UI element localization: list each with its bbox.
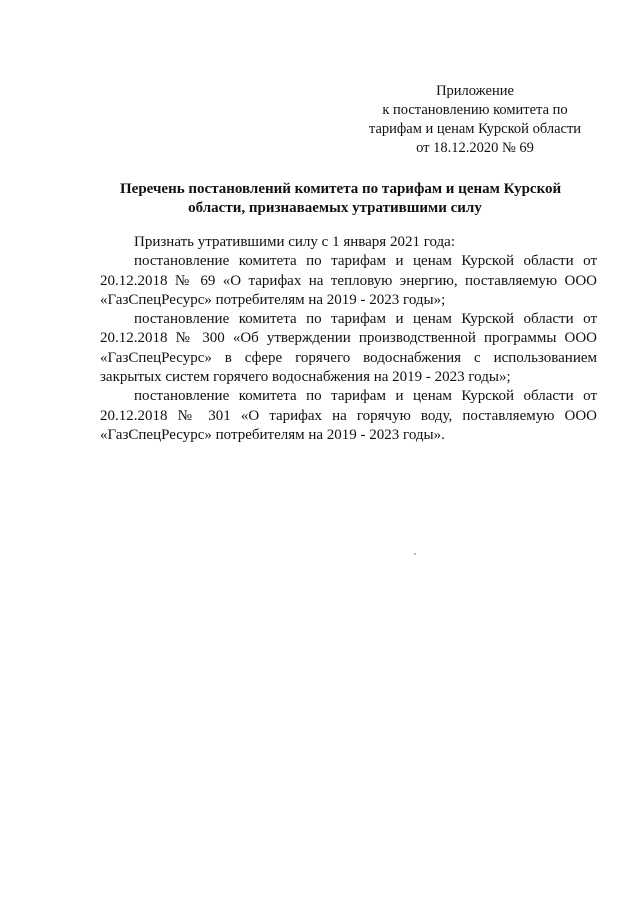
appendix-line-2: к постановлению комитета по (382, 102, 568, 118)
appendix-line-1: Приложение (436, 83, 514, 99)
document-body (100, 233, 597, 445)
list-item: постановление комитета по тарифам и ценам Курской области от 20.12.2018 № 301 «О тарифах на горячую воду, поставляемую ООО «ГазСпецРесурс» потребителям на 2019 - 2023 годы». (100, 388, 597, 443)
appendix-line-4: от 18.12.2020 № 69 (416, 140, 534, 156)
list-item: постановление комитета по тарифам и ценам Курской области от 20.12.2018 № 69 «О тарифах на тепловую энергию, поставляемую ООО «ГазСпецРесурс» потребителям на 2019 - 2023 годы»; (100, 253, 597, 308)
title-line-2: области, признаваемых утратившими силу (188, 200, 482, 216)
appendix-header (350, 82, 600, 158)
document-title (120, 180, 562, 218)
appendix-line-3: тарифам и ценам Курской области (368, 121, 582, 137)
title-line-1: Перечень постановлений комитета по тарифам и ценам Курской (120, 181, 562, 197)
scan-speck (414, 553, 416, 555)
list-item: постановление комитета по тарифам и ценам Курской области от 20.12.2018 № 300 «Об утверждении производственной программы ООО «ГазСпецРесурс» в сфере горячего водоснабжения с использованием закрытых систем горячего водоснабжения на 2019 - 2023 годы»; (100, 311, 597, 386)
intro-paragraph: Признать утратившими силу с 1 января 2021 года: (134, 234, 455, 250)
